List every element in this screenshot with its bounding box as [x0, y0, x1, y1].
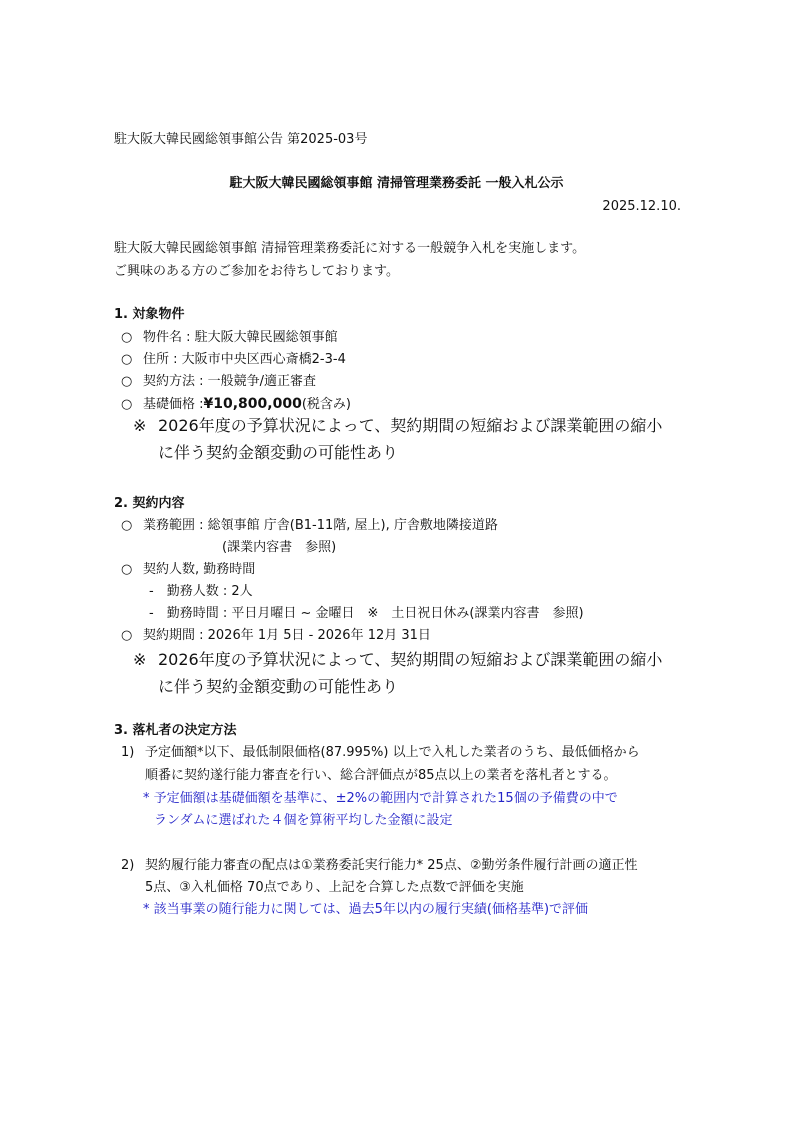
- base-price-suffix: (税含み): [301, 397, 351, 412]
- notice-number: 駐大阪大韓民國総領事館公告 第2025-03号: [114, 132, 368, 147]
- document-date: 2025.12.10.: [602, 199, 681, 214]
- section-3-heading: 3. 落札者の決定方法: [114, 723, 237, 738]
- section-2-note-line-1: 2026年度の予算状況によって、契約期間の短縮および課業範囲の縮小: [158, 650, 663, 669]
- item-2-line-2: 5点、③入札価格 70点であり、上記を合算した点数で評価を実施: [145, 880, 524, 895]
- intro-line-2: ご興味のある方のご参加をお待ちしております。: [114, 264, 399, 279]
- section-1-item-method: [121, 375, 316, 388]
- section-2-item-period: [121, 629, 431, 642]
- staff-heading: 契約人数, 勤務時間: [143, 562, 256, 577]
- section-2-item-staff: [121, 563, 255, 576]
- section-1-heading: 1. 対象物件: [114, 307, 185, 322]
- work-hours: - 勤務時間 : 平日月曜日 ~ 金曜日 ※ 土日祝日休み(課業内容書 参照): [149, 606, 584, 621]
- contract-period: 契約期間 : 2026年 1月 5日 - 2026年 12月 31日: [143, 628, 431, 643]
- section-2-note-line-2: に伴う契約金額変動の可能性あり: [158, 677, 399, 696]
- item-1-note-line-2: ランダムに選ばれた４個を算術平均した金額に設定: [154, 813, 453, 828]
- item-1-note-line-1: * 予定価額は基礎価額を基準に、±2%の範囲内で計算された15個の予備費の中で: [143, 791, 618, 806]
- base-price-value: ¥10,800,000: [203, 396, 302, 412]
- staff-count: - 勤務人数 : 2人: [149, 584, 253, 599]
- item-2-number: 2): [121, 858, 135, 873]
- section-1-note-mark: ※: [133, 416, 147, 435]
- section-1-note-line-2: に伴う契約金額変動の可能性あり: [158, 443, 399, 462]
- section-1-item-address: [121, 353, 346, 366]
- section-1-item-property: [121, 331, 338, 344]
- document-title: 駐大阪大韓民國総領事館 清掃管理業務委託 一般入札公示: [229, 176, 564, 191]
- section-2-note-mark: ※: [133, 650, 147, 669]
- property-name: 物件名 : 駐大阪大韓民國総領事館: [143, 330, 338, 345]
- section-2-item-scope: [121, 519, 498, 532]
- base-price-label: 基礎価格 :: [143, 397, 204, 412]
- bullet-circle: ○: [121, 330, 133, 345]
- bullet-circle: ○: [121, 352, 133, 367]
- item-2-line-1: 契約履行能力審査の配点は①業務委託実行能力* 25点、②勤労条件履行計画の適正性: [145, 858, 638, 873]
- bullet-circle: ○: [121, 518, 133, 533]
- section-2-heading: 2. 契約内容: [114, 496, 185, 511]
- contract-method: 契約方法 : 一般競争/適正審査: [143, 374, 317, 389]
- work-scope-reference: (課業内容書 参照): [222, 540, 337, 555]
- property-address: 住所 : 大阪市中央区西心斎橋2-3-4: [143, 352, 346, 367]
- item-1-number: 1): [121, 745, 135, 760]
- bullet-circle: ○: [121, 397, 133, 412]
- work-scope: 業務範囲 : 総領事館 庁舎(B1-11階, 屋上), 庁舎敷地隣接道路: [143, 518, 498, 533]
- item-1-line-2: 順番に契約遂行能力審査を行い、総合評価点が85点以上の業者を落札者とする。: [145, 768, 617, 783]
- bullet-circle: ○: [121, 628, 133, 643]
- bullet-circle: ○: [121, 562, 133, 577]
- bullet-circle: ○: [121, 374, 133, 389]
- item-2-note: * 該当事業の随行能力に関しては、過去5年以内の履行実績(価格基準)で評価: [143, 902, 589, 917]
- intro-line-1: 駐大阪大韓民國総領事館 清掃管理業務委託に対する一般競争入札を実施します。: [114, 241, 586, 256]
- section-1-item-price: [121, 397, 351, 411]
- item-1-line-1: 予定価額*以下、最低制限価格(87.995%) 以上で入札した業者のうち、最低価格から: [145, 745, 640, 760]
- section-1-note-line-1: 2026年度の予算状況によって、契約期間の短縮および課業範囲の縮小: [158, 416, 663, 435]
